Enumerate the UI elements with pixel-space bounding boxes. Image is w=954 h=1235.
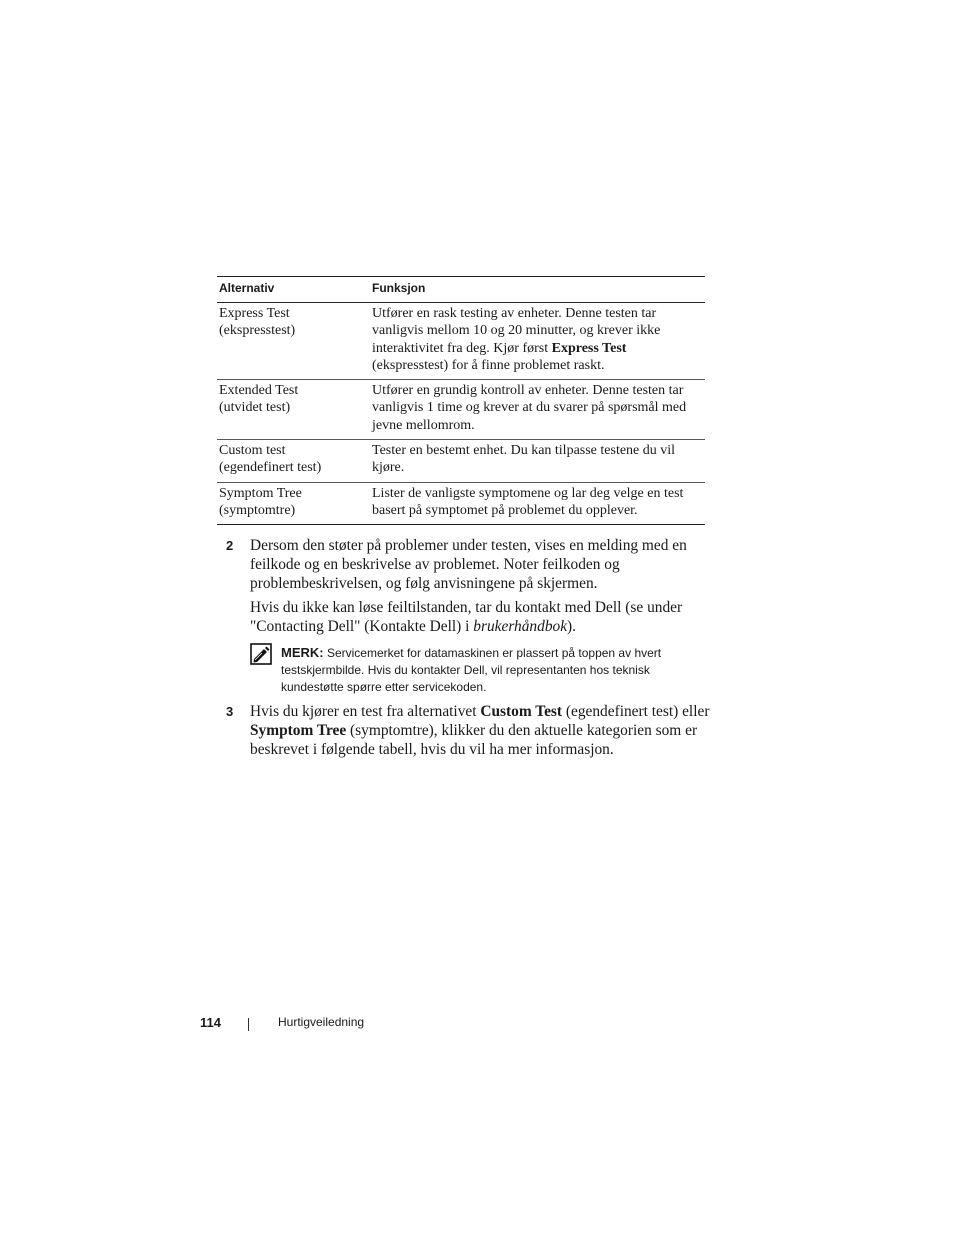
option-translation: (utvidet test) xyxy=(219,400,291,416)
footer-separator xyxy=(248,1018,249,1031)
table-header-row xyxy=(217,277,705,303)
text-segment: (egendefinert test) eller xyxy=(562,703,710,720)
text-segment: (symptomtre), klikker du den aktuelle kategorien som er beskrevet i følgende tabell, hvis du vil ha mer informasjon. xyxy=(250,722,698,758)
step-number: 3 xyxy=(226,704,234,719)
table-row xyxy=(217,482,705,525)
note-label: MERK: xyxy=(281,645,324,660)
text-segment: Hvis du ikke kan løse feiltilstanden, tar du kontakt med Dell (se under "Contacting Dell" (Kontakte Dell) i xyxy=(250,599,683,635)
step-text xyxy=(250,702,718,759)
table-row xyxy=(217,380,705,440)
option-cell xyxy=(217,440,370,483)
function-cell: Utfører en grundig kontroll av enheter. Denne testen tar vanligvis 1 time og krever at du svarer på spørsmål med jevne mellomrom. xyxy=(370,380,705,440)
option-name: Express Test xyxy=(219,306,290,321)
options-table xyxy=(217,276,705,525)
option-name: Symptom Tree xyxy=(219,485,302,501)
function-text-bold: Express Test xyxy=(551,340,627,356)
option-cell xyxy=(217,380,370,440)
table-row xyxy=(217,303,705,380)
option-translation: (egendefinert test) xyxy=(219,460,322,476)
table-row xyxy=(217,440,705,483)
option-name-bold: Symptom Tree xyxy=(250,722,347,739)
note-body: Servicemerket for datamaskinen er plassert på toppen av hvert testskjermbilde. Hvis du kontakter Dell, vil representanten hos teknisk kundestøtte spørre etter servicekoden. xyxy=(281,646,662,694)
function-cell xyxy=(370,303,705,380)
step-text: Dersom den støter på problemer under testen, vises en melding med en feilkode og en beskrivelse av problemet. Noter feilkoden og problembeskrivelsen, og følg anvisningene på skjermen. xyxy=(250,537,687,592)
function-cell: Tester en bestemt enhet. Du kan tilpasse testene du vil kjøre. xyxy=(370,440,705,483)
option-name: Extended Test xyxy=(219,383,299,399)
option-name-bold: Custom Test xyxy=(480,703,563,720)
option-translation: (symptomtre) xyxy=(219,502,296,518)
function-cell: Lister de vanligste symptomene og lar deg velge en test basert på symptomet på problemet du opplever. xyxy=(370,482,705,525)
step-text xyxy=(250,598,718,636)
section-title: Hurtigveiledning xyxy=(278,1015,365,1029)
page-number: 114 xyxy=(200,1015,221,1030)
function-text: (ekspresstest) for å finne problemet raskt. xyxy=(372,357,605,373)
manual-title: brukerhåndbok xyxy=(473,618,568,635)
option-name: Custom test xyxy=(219,443,286,459)
text-segment: ). xyxy=(567,618,577,635)
text-segment: Hvis du kjører en test fra alternativet xyxy=(250,703,481,720)
step-number: 2 xyxy=(226,538,234,553)
option-translation: (ekspresstest) xyxy=(219,323,296,339)
column-header-option: Alternativ xyxy=(217,277,370,303)
option-cell xyxy=(217,303,370,380)
column-header-function: Funksjon xyxy=(370,277,705,303)
option-cell xyxy=(217,482,370,525)
note-pencil-icon xyxy=(250,643,272,665)
note-text xyxy=(281,644,701,696)
function-text: Utfører en rask testing av enheter. Denne testen tar vanligvis mellom 10 og 20 minutter, og krever ikke interaktivitet fra deg. Kjør først xyxy=(372,306,661,356)
